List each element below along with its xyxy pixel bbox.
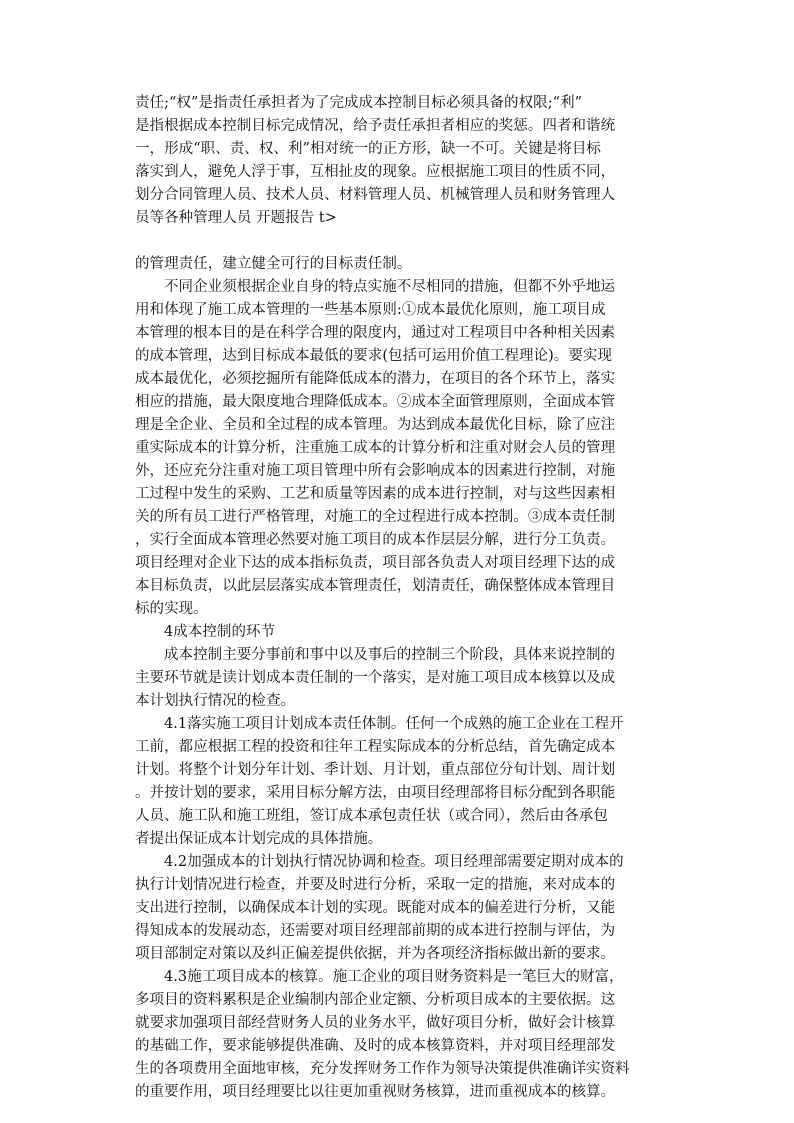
text-line: 相应的措施，最大限度地合理降低成本。②成本全面管理原则，全面成本管	[135, 394, 616, 410]
text-line: 执行计划情况进行检查，并要及时进行分析，采取一定的措施，来对成本的	[135, 877, 616, 893]
text-line: 本计划执行情况的检查。	[135, 693, 296, 709]
text-line: 落实到人，避免人浮于事，互相扯皮的现象。应根据施工项目的性质不同，	[135, 164, 616, 180]
text-line: 标的实现。	[135, 601, 208, 617]
text-line: 的基础工作，要求能够提供准确、及时的成本核算资料，并对项目经理部发	[135, 1038, 616, 1054]
subsection-line: 4.3施工项目成本的核算。施工企业的项目财务资料是一笔巨大的财富，	[164, 969, 624, 985]
text-line: 计划。将整个计划分年计划、季计划、月计划，重点部位分旬计划、周计划	[135, 762, 616, 778]
text-line: 支出进行控制，以确保成本计划的实现。既能对成本的偏差进行分析，又能	[135, 900, 616, 916]
text-line: 多项目的资料累积是企业编制内部企业定额、分析项目成本的主要依据。这	[135, 992, 616, 1008]
text-line: 得知成本的发展动态，还需要对项目经理部前期的成本进行控制与评估，为	[135, 923, 616, 939]
text-line: 主要环节就是读计划成本责任制的一个落实，是对施工项目成本核算以及成	[135, 670, 616, 686]
text-line: 者提出保证成本计划完成的具体措施。	[135, 831, 383, 847]
text-line: 项目部制定对策以及纠正偏差提供依据，并为各项经济指标做出新的要求。	[135, 946, 616, 962]
text-line: 用和体现了施工成本管理的一些基本原则:①成本最优化原则，施工项目成	[135, 302, 606, 318]
text-line: 本目标负责，以此层层落实成本管理责任，划清责任，确保整体成本管理目	[135, 578, 616, 594]
document-page	[135, 92, 659, 1104]
text-line: 不同企业须根据企业自身的特点实施不尽相同的措施，但都不外乎地运	[164, 279, 616, 295]
text-line: 划分合同管理人员、技术人员、材料管理人员、机械管理人员和财务管理人	[135, 187, 616, 203]
paragraph-block-2	[135, 253, 659, 1104]
text-line: ，实行全面成本管理必然要对施工项目的成本作层层分解，进行分工负责。	[135, 532, 616, 548]
text-line: 重实际成本的计算分析，注重施工成本的计算分析和注重对财会人员的管理	[135, 440, 616, 456]
text-line: 的管理责任，建立健全可行的目标责任制。	[135, 256, 412, 272]
text-line: 的成本管理，达到目标成本最低的要求(包括可运用价值工程理论)。要实现	[135, 348, 613, 364]
text-line: 就要求加强项目部经营财务人员的业务水平，做好项目分析，做好会计核算	[135, 1015, 616, 1031]
text-line: 是指根据成本控制目标完成情况，给予责任承担者相应的奖惩。四者和谐统	[135, 118, 616, 134]
text-line: 生的各项费用全面地审核，充分发挥财务工作作为领导决策提供准确详实资料	[135, 1061, 630, 1077]
text-line: 。并按计划的要求，采用目标分解方法，由项目经理部将目标分配到各职能	[135, 785, 616, 801]
subsection-line: 4.2加强成本的计划执行情况协调和检查。项目经理部需要定期对成本的	[164, 854, 624, 870]
paragraph-block-1	[135, 92, 659, 230]
text-line: 成本最优化，必须挖掘所有能降低成本的潜力，在项目的各个环节上，落实	[135, 371, 616, 387]
section-heading: 4成本控制的环节	[164, 624, 276, 640]
text-line: 的重要作用，项目经理要比以往更加重视财务核算，进而重视成本的核算。	[135, 1084, 616, 1100]
text-line: 人员、施工队和施工班组，签订成本承包责任状（或合同），然后由各承包	[135, 808, 608, 824]
text-line: 关的所有员工进行严格管理，对施工的全过程进行成本控制。③成本责任制	[135, 509, 616, 525]
text-line: 工过程中发生的采购、工艺和质量等因素的成本进行控制，对与这些因素相	[135, 486, 616, 502]
text-line: 外，还应充分注重对施工项目管理中所有会影响成本的因素进行控制，对施	[135, 463, 616, 479]
paragraph-gap	[135, 230, 659, 253]
text-line: 员等各种管理人员 开题报告 t>	[135, 210, 337, 226]
text-line: 项目经理对企业下达的成本指标负责，项目部各负责人对项目经理下达的成	[135, 555, 616, 571]
text-line: 成本控制主要分事前和事中以及事后的控制三个阶段，具体来说控制的	[164, 647, 616, 663]
text-line: 本管理的根本目的是在科学合理的限度内，通过对工程项目中各种相关因素	[135, 325, 616, 341]
subsection-line: 4.1落实施工项目计划成本责任体制。任何一个成熟的施工企业在工程开	[164, 716, 624, 732]
text-line: 理是全企业、全员和全过程的成本管理。为达到成本最优化目标，除了应注	[135, 417, 616, 433]
text-line: 工前，都应根据工程的投资和往年工程实际成本的分析总结，首先确定成本	[135, 739, 616, 755]
text-line: 一，形成“职、责、权、利”相对统一的正方形，缺一不可。关键是将目标	[135, 141, 601, 157]
text-line: 责任;“权”是指责任承担者为了完成成本控制目标必须具备的权限;“利”	[135, 95, 583, 111]
